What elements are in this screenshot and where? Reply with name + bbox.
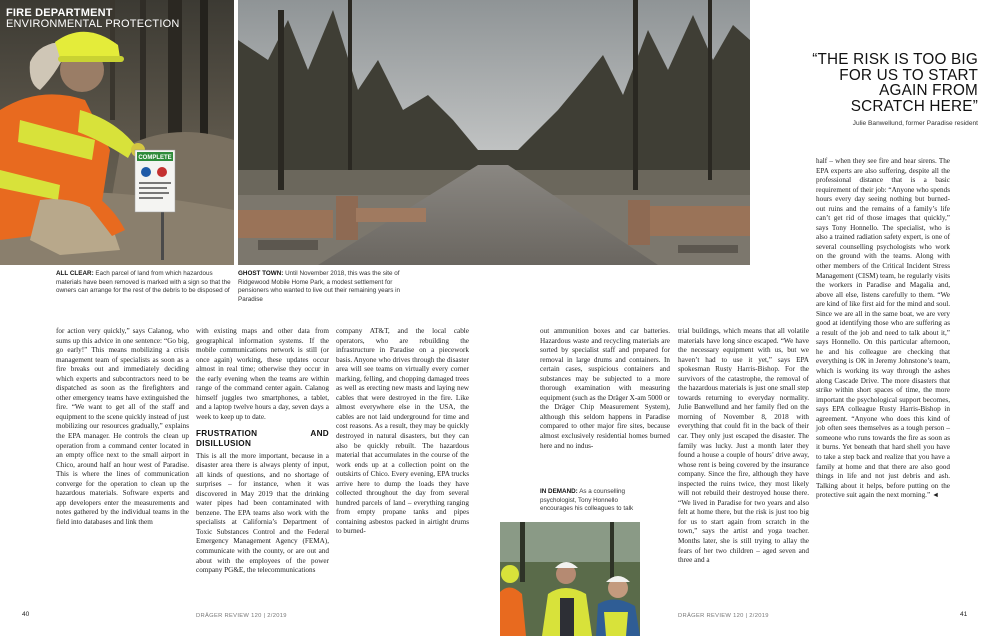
caption-in-demand	[540, 488, 642, 514]
pull-quote-text: “THE RISK IS TOO BIG FOR US TO START AGAIN FROM SCRATCH HERE”	[812, 51, 978, 115]
column-6-text	[816, 157, 950, 501]
worker-sign-illustration	[0, 0, 234, 265]
runner-left: DRÄGER REVIEW 120 | 2/2019	[196, 613, 287, 619]
column-2-text-b: This is all the more important, because in a disaster area there is always plenty of input, all kinds of questions, and no shortage of surprises – for instance, when it was discovered in May 2019 that the drinking water pipes had been contaminated with benzene. The EPA teams also work with the specialists at California’s Department of Toxic Substances Control and the Federal Emergency Management Agency (FEMA), communicate with the county, or are out and about with the employees of the power company PG&E, the telecommunications	[196, 451, 329, 575]
column-5-text: trial buildings, which means that all volatile materials have long since escaped. “We have the necessary equipment with us, but we haven’t had to use it yet,” says EPA spokesman Rusty Harris-Bishop. For the survivors of the catastrophe, the removal of the hazardous materials is just one small step towards returning to everyday normality. Julie Banwellund and her family fled on the morning of November 8, 2018 with everything that could fit in the back of their car. They only just escaped the disaster. The family was lucky. Just a month later they found a house a couple of hours’ drive away, whose rent is being covered by the insurance company. Since the fire, although they have inspected the ruins twice, they most likely will not rebuild their destroyed house there. “We lived in Paradise for two years and also felt at home there, but the risk is just too big for us to start again from scratch in the town,” says the artist and yoga teacher. Months later, she is still trying to allay the fears of her two children – aged seven and three and a	[678, 327, 809, 565]
column-5	[678, 157, 809, 566]
caption-text-ghost-town: Until November 2018, this was the site of Ridgewood Mobile Home Park, a modest settlement for pensioners who wanted to live out their remaining years in Paradise	[238, 270, 401, 303]
column-3	[336, 327, 469, 537]
caption-all-clear	[56, 270, 232, 296]
ghost-town-illustration	[238, 0, 750, 265]
caption-label-in-demand: IN DEMAND:	[540, 488, 578, 495]
pull-quote-attribution: Julie Banwellund, former Paradise resident	[852, 120, 978, 127]
column-3-text: company AT&T, and the local cable operators, who are rebuilding the infrastructure in Paradise on a piecework basis. Anyone who drives through the disaster area will see teams on virtually every corner marking, felling, and chopping damaged trees as well as erecting new masts and laying new cables that were destroyed in the fire. Like almost everywhere else in the USA, the cables are not laid underground for time and cost reasons. As a result, they may be quickly destroyed in natural disasters, but they can also be quickly rebuilt. The hazardous material that accumulates in the course of the work ends up at a collection point on the outskirts of Chico. Every evening, EPA trucks arrive here to dump the loads they have collected throughout the day from several hundred parcels of land – everything ranging from empty propane tanks and pipes containing asbestos packed in airtight drums to burned-	[336, 327, 469, 536]
subheading-frustration: FRUSTRATION AND DISILLUSION	[196, 429, 329, 449]
section-title: FIRE DEPARTMENT	[6, 7, 113, 19]
column-2	[196, 327, 329, 576]
page-number-right: 41	[960, 611, 968, 618]
photo-psychologist	[500, 522, 640, 636]
column-1	[56, 327, 189, 527]
page-number-left: 40	[22, 611, 30, 618]
end-mark-icon: ◄	[931, 491, 940, 500]
caption-label-all-clear: ALL CLEAR:	[56, 270, 94, 277]
section-label	[6, 8, 179, 30]
psychologist-illustration	[500, 522, 640, 636]
caption-text-all-clear: Each parcel of land from which hazardous materials have been removed is marked with a sign so that the owners can arrange for the rest of the debris to be disposed of	[56, 270, 231, 295]
photo-ghost-town	[238, 0, 750, 265]
column-6-body: half – when they see fire and hear sirens. The EPA experts are also suffering, despite all the professional distance that is a basic requirement of their job: “Anyone who spends hours every day seeing nothing but burned-out ruins and the remains of a family’s life can’t get rid of those images that quickly,” says Tony Honnello. The specialist, who is also a trained radiation safety expert, is one of several counselling psychologists who work on the ground with the teams. Along with other members of the Critical Incident Stress Management (CISM) team, he regularly visits the workers in Paradise and Magalia and, above all else, listens carefully to them. “We are kind of like first aid for the mind and soul. Since we are all in the same boat, we are very good at identifying those who are suffering as a result of the job and need to talk about it,” says Honnello. On this particular afternoon, he and his colleague are checking that everything is OK in Jeremy Johnstone’s team, which is working its way through the ashes along Cascade Drive. The more disasters that strike within short spaces of time, the more important the psychological support becomes, says EPA colleague Rusty Harris-Bishop in agreement. “Anyone who does this kind of job often sees themselves as a tough person – someone who runs towards the fire as soon as it burns. Yet beneath that hard shell you have to take a step back and realize that you have a family at home and that there are also good things in life and not just debris and ash. Talking about it helps, before putting on the protective suit again the next morning.”	[816, 157, 950, 500]
column-1-text: for action very quickly,” says Calanog, who sums up this advice in one sentence: “Go big, go early!” This means mobilizing a crisis management team of specialists as soon as a fire breaks out and immediately deciding which experts and subcontractors need to be dispatched as soon as the firefighters and other emergency teams have extinguished the fire. “We want to get all of the staff and equipment to the scene quickly instead of just mobilizing our resources gradually,” explains the EPA manager. He controls the clean up operation from a command center located in an empty office next to the small airport in Chico, around half an hour west of Paradise. This is where the lines of communication converge for the operation to clean up the hazardous materials. Software experts and app developers enter the measurements and notes gathered by the individual teams in the field into databases and link them	[56, 327, 189, 526]
section-subtitle: ENVIRONMENTAL PROTECTION	[6, 18, 180, 30]
pull-quote	[808, 52, 978, 127]
photo-worker-sign	[0, 0, 234, 265]
caption-label-ghost-town: GHOST TOWN:	[238, 270, 284, 277]
sign-text: COMPLETE	[138, 155, 172, 161]
column-4	[540, 327, 670, 451]
runner-right: DRÄGER REVIEW 120 | 2/2019	[678, 613, 769, 619]
caption-text-in-demand: As a counselling psychologist, Tony Honnello encourages his colleagues to talk	[540, 488, 634, 513]
column-6	[816, 157, 950, 501]
column-4-text: out ammunition boxes and car batteries. Hazardous waste and recycling materials are sorted by specialist staff and prepared for removal in large drums and containers. In certain cases, suspicious containers and substances may be subjected to a more thorough examination with measuring equipment (such as the Dräger X-am 5000 or the Dräger Chip Measurement System), although this seldom happens in Paradise compared to other major fire sites, because almost exclusively residential homes burned here and no indus-	[540, 327, 670, 450]
column-2-text-a: with existing maps and other data from geographical information systems. If the mobile communications network is still (or once again) working, these updates occur almost in real time; otherwise they occur in the early evening when the teams are within range of the command center again. Calanog himself juggles two smartphones, a tablet, and a laptop twelve hours a day, seven days a week to keep up to date.	[196, 327, 329, 421]
caption-ghost-town	[238, 270, 406, 304]
